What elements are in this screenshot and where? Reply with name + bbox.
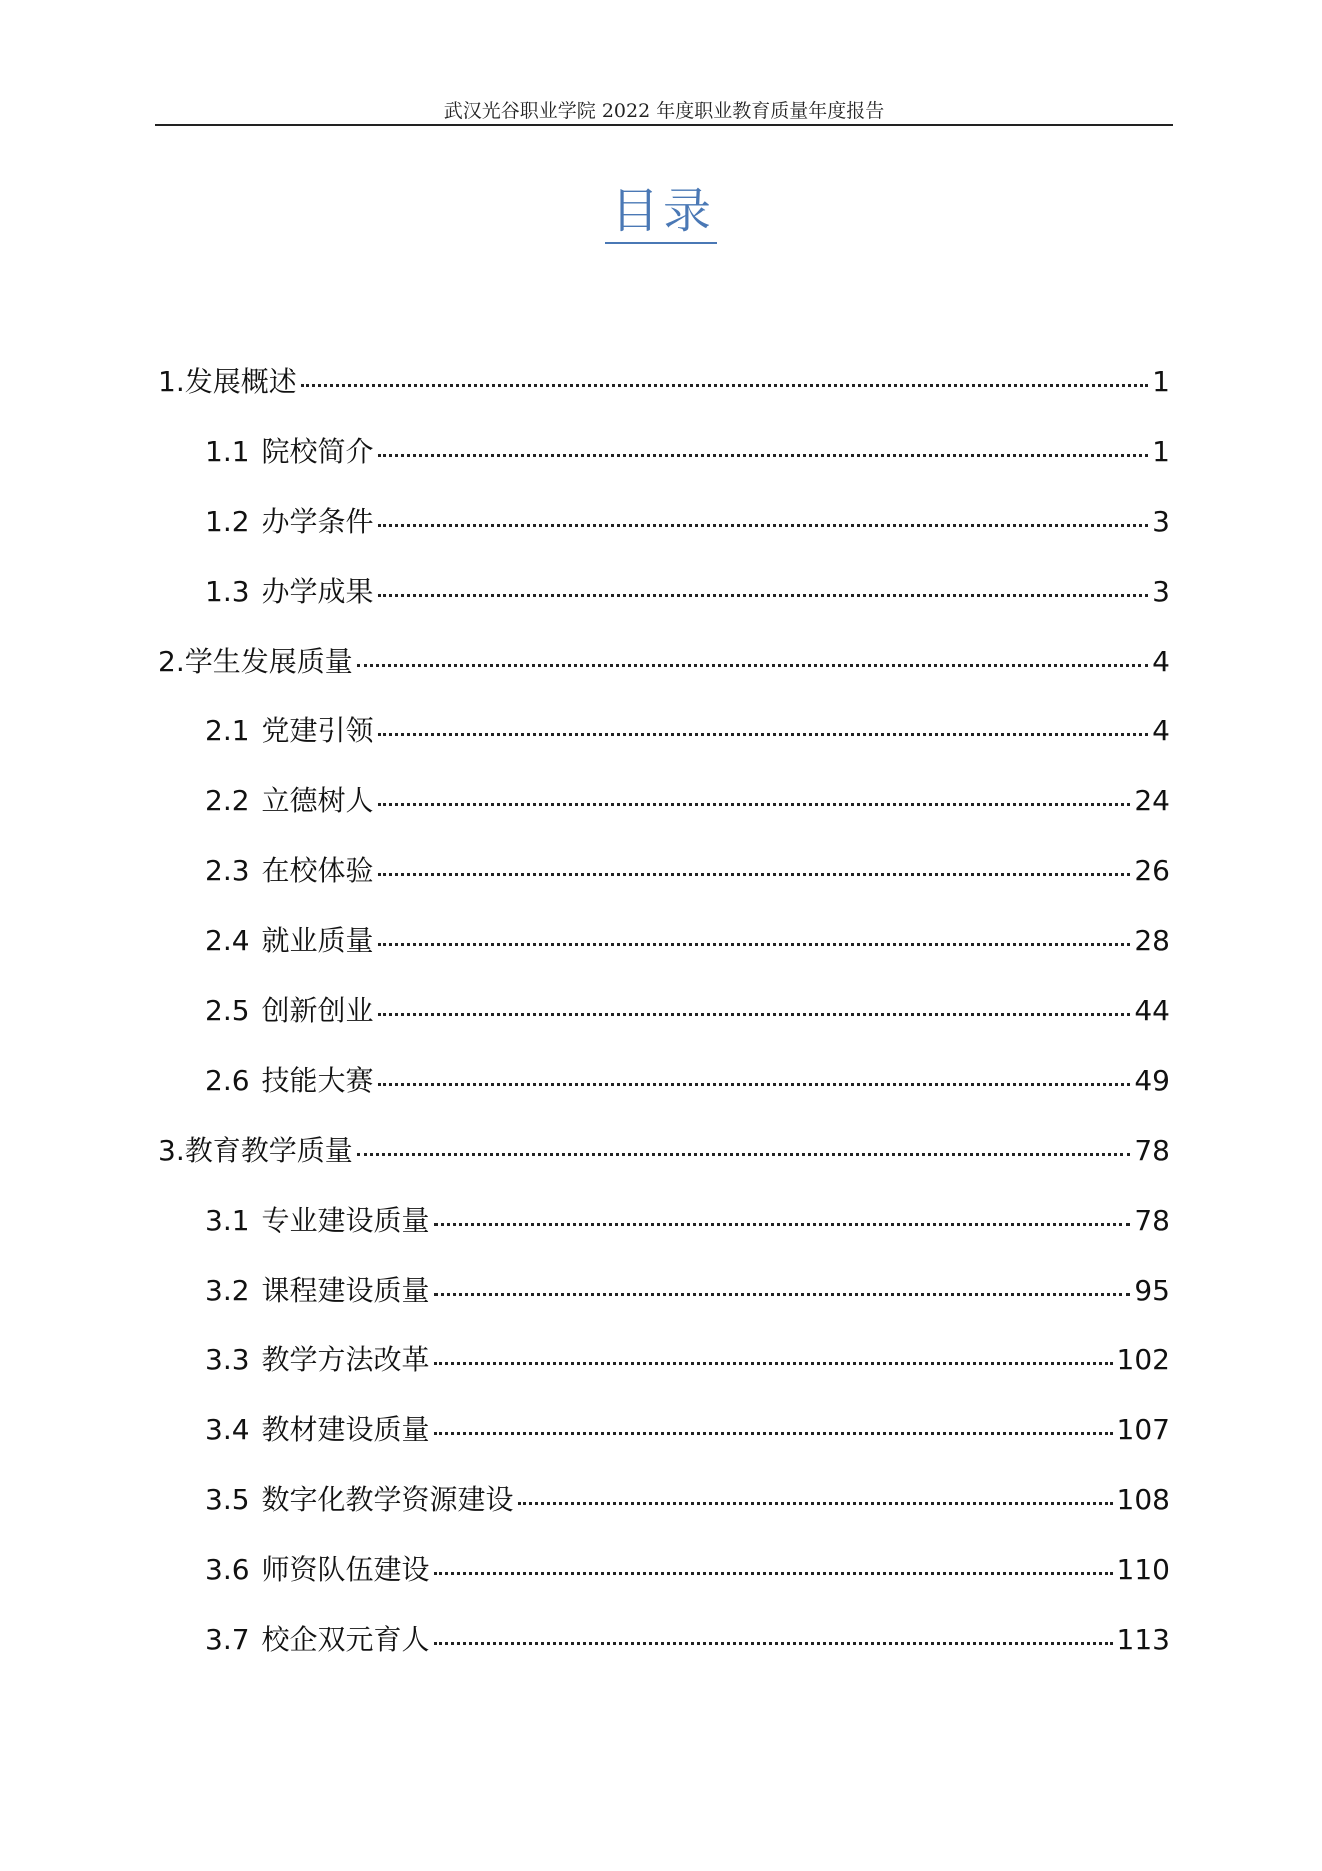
toc-number: 1. xyxy=(158,365,185,398)
toc-number: 2.5 xyxy=(205,994,250,1028)
toc-item[interactable] xyxy=(158,430,1170,500)
toc-item[interactable] xyxy=(158,1059,1170,1129)
toc-leader-dots xyxy=(301,384,1148,387)
toc-label: 校企双元育人 xyxy=(261,1623,430,1657)
toc-page-number: 1 xyxy=(1152,365,1170,398)
toc-item[interactable] xyxy=(158,570,1170,640)
toc-leader-dots xyxy=(378,1013,1131,1016)
toc-page-number: 95 xyxy=(1134,1273,1170,1307)
toc-label: 创新创业 xyxy=(261,994,374,1028)
toc-label: 立德树人 xyxy=(261,784,374,818)
toc-page-number: 113 xyxy=(1116,1623,1170,1657)
toc-number: 2. xyxy=(158,644,185,678)
toc-leader-dots xyxy=(434,1432,1113,1435)
page-header: 武汉光谷职业学院 2022 年度职业教育质量年度报告 xyxy=(443,100,885,122)
toc-leader-dots xyxy=(357,1153,1131,1156)
toc-page-number: 3 xyxy=(1152,504,1170,538)
toc-label: 党建引领 xyxy=(261,714,374,748)
toc-item[interactable] xyxy=(158,919,1170,989)
toc-label: 师资队伍建设 xyxy=(261,1553,430,1587)
toc-number: 3.7 xyxy=(205,1623,250,1657)
toc-label: 专业建设质量 xyxy=(261,1203,430,1237)
toc-label: 技能大赛 xyxy=(261,1063,374,1097)
toc-item[interactable] xyxy=(158,849,1170,919)
toc-item[interactable] xyxy=(158,709,1170,779)
toc-label: 数字化教学资源建设 xyxy=(261,1483,514,1517)
toc-item[interactable] xyxy=(158,640,1170,710)
toc-item[interactable] xyxy=(158,1269,1170,1339)
toc-label: 学生发展质量 xyxy=(184,644,353,678)
toc-leader-dots xyxy=(378,733,1149,736)
toc-page-number: 108 xyxy=(1116,1483,1170,1517)
toc-leader-dots xyxy=(378,454,1149,457)
toc-number: 3.6 xyxy=(205,1553,250,1587)
toc-page-number: 110 xyxy=(1116,1553,1170,1587)
page-title: 目录 xyxy=(605,185,717,244)
toc-number: 1.1 xyxy=(205,434,250,468)
toc-page-number: 4 xyxy=(1152,644,1170,678)
toc-label: 办学条件 xyxy=(261,504,374,538)
toc-label: 教育教学质量 xyxy=(184,1133,353,1167)
toc-leader-dots xyxy=(434,1362,1113,1365)
toc-leader-dots xyxy=(378,594,1149,597)
toc-leader-dots xyxy=(518,1502,1113,1505)
toc-label: 就业质量 xyxy=(261,924,374,958)
toc-item[interactable] xyxy=(158,500,1170,570)
toc-leader-dots xyxy=(357,664,1148,667)
header-rule xyxy=(155,124,1173,126)
toc-number: 2.2 xyxy=(205,784,250,818)
toc-page-number: 3 xyxy=(1152,574,1170,608)
toc-number: 3.1 xyxy=(205,1203,250,1237)
toc-item[interactable] xyxy=(158,1618,1170,1688)
toc-item[interactable] xyxy=(158,360,1170,430)
toc-item[interactable] xyxy=(158,779,1170,849)
toc-number: 3.4 xyxy=(205,1413,250,1447)
toc-number: 1.3 xyxy=(205,574,250,608)
toc-leader-dots xyxy=(434,1572,1113,1575)
toc-page-number: 107 xyxy=(1116,1413,1170,1447)
toc-page-number: 24 xyxy=(1134,784,1170,818)
toc-number: 3.5 xyxy=(205,1483,250,1517)
toc-leader-dots xyxy=(378,873,1131,876)
toc-leader-dots xyxy=(378,803,1131,806)
toc-leader-dots xyxy=(434,1223,1131,1226)
toc-label: 在校体验 xyxy=(261,854,374,888)
toc-item[interactable] xyxy=(158,1199,1170,1269)
title-container xyxy=(0,185,1322,244)
toc-item[interactable] xyxy=(158,1338,1170,1408)
toc-leader-dots xyxy=(434,1293,1131,1296)
toc-page-number: 26 xyxy=(1134,854,1170,888)
toc-number: 2.3 xyxy=(205,854,250,888)
toc-number: 3.2 xyxy=(205,1273,250,1307)
toc-label: 课程建设质量 xyxy=(261,1273,430,1307)
toc-page-number: 28 xyxy=(1134,924,1170,958)
toc-label: 教材建设质量 xyxy=(261,1413,430,1447)
toc-number: 2.1 xyxy=(205,714,250,748)
toc-number: 2.4 xyxy=(205,924,250,958)
table-of-contents xyxy=(158,360,1170,1688)
toc-leader-dots xyxy=(378,943,1131,946)
toc-item[interactable] xyxy=(158,989,1170,1059)
toc-page-number: 1 xyxy=(1152,434,1170,468)
toc-number: 2.6 xyxy=(205,1063,250,1097)
toc-page-number: 78 xyxy=(1134,1133,1170,1167)
toc-label: 院校简介 xyxy=(261,434,374,468)
toc-page-number: 49 xyxy=(1134,1063,1170,1097)
toc-number: 3.3 xyxy=(205,1343,250,1377)
toc-label: 发展概述 xyxy=(184,365,297,398)
toc-leader-dots xyxy=(378,524,1149,527)
toc-page-number: 4 xyxy=(1152,714,1170,748)
toc-item[interactable] xyxy=(158,1129,1170,1199)
toc-page-number: 102 xyxy=(1116,1343,1170,1377)
toc-page-number: 44 xyxy=(1134,994,1170,1028)
toc-number: 1.2 xyxy=(205,504,250,538)
toc-leader-dots xyxy=(378,1083,1131,1086)
toc-item[interactable] xyxy=(158,1548,1170,1618)
toc-page-number: 78 xyxy=(1134,1203,1170,1237)
toc-number: 3. xyxy=(158,1133,185,1167)
toc-leader-dots xyxy=(434,1642,1113,1645)
toc-label: 教学方法改革 xyxy=(261,1343,430,1377)
toc-item[interactable] xyxy=(158,1408,1170,1478)
toc-item[interactable] xyxy=(158,1478,1170,1548)
toc-label: 办学成果 xyxy=(261,574,374,608)
